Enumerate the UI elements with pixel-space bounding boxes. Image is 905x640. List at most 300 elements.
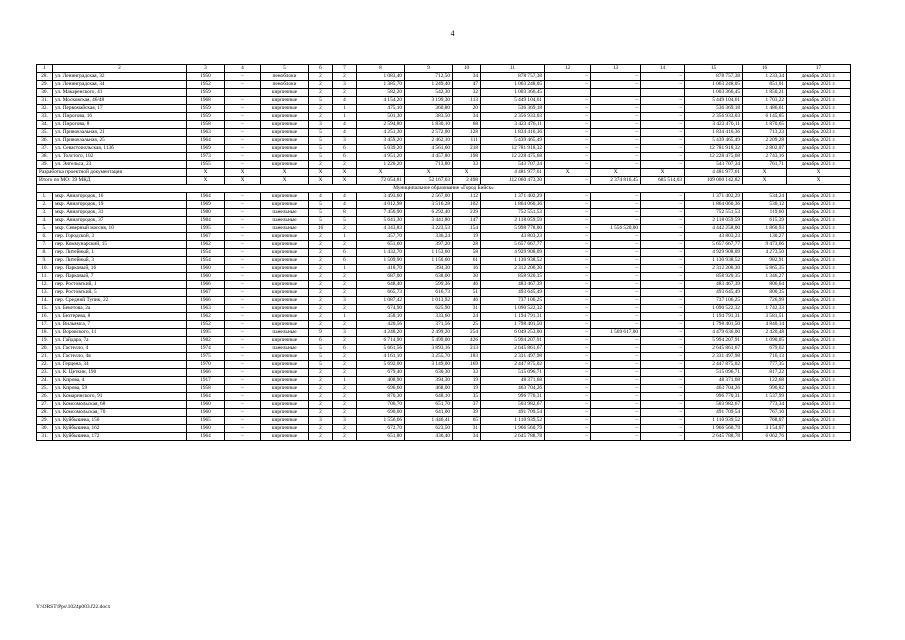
table-cell: – xyxy=(591,73,641,81)
table-row xyxy=(37,81,851,89)
table-cell: кирпичные xyxy=(261,153,309,161)
table-cell: 2 xyxy=(309,377,333,385)
table-cell: 1958 xyxy=(187,385,225,393)
table-cell: – xyxy=(641,329,685,337)
table-cell: – xyxy=(545,385,591,393)
table-row xyxy=(37,273,851,281)
table-cell: 491 709,54 xyxy=(481,409,545,417)
table-cell: 5 xyxy=(309,129,333,137)
table-cell: 2 xyxy=(333,281,357,289)
table-cell: – xyxy=(225,217,261,225)
table-cell: 651,80 xyxy=(357,433,405,441)
table-cell: ул. Привокзальная, 25 xyxy=(53,137,187,145)
table-cell: 3 459,20 xyxy=(357,137,405,145)
table-cell: 2 xyxy=(309,249,333,257)
table-cell: 16 xyxy=(309,225,333,233)
table-cell: 25 xyxy=(453,321,481,329)
table-cell: 51 xyxy=(453,289,481,297)
table-cell: 27. xyxy=(37,401,53,409)
table-cell: 2 567,00 xyxy=(405,193,453,201)
table-cell: – xyxy=(641,393,685,401)
table-cell: 1 xyxy=(333,265,357,273)
table-row xyxy=(37,321,851,329)
table-cell: 436,40 xyxy=(405,433,453,441)
table-cell: 2 xyxy=(333,241,357,249)
table-row xyxy=(37,89,851,97)
table-cell: 16 xyxy=(453,265,481,273)
table-cell: 4 561,60 xyxy=(405,145,453,153)
table-cell: – xyxy=(641,313,685,321)
table-cell: 4 481 977,61 xyxy=(685,169,743,177)
table-cell: кирпичные xyxy=(261,417,309,425)
table-cell: – xyxy=(545,369,591,377)
table-cell: 5. xyxy=(37,225,53,233)
table-cell: 19 xyxy=(453,385,481,393)
table-cell: 503 982,67 xyxy=(481,401,545,409)
table-cell: 2 499,20 xyxy=(405,329,453,337)
table-cell: декабрь 2021 г. xyxy=(787,113,851,121)
table-cell: – xyxy=(641,337,685,345)
table-cell: – xyxy=(641,241,685,249)
table-cell: 6 062,76 xyxy=(743,433,787,441)
table-cell: декабрь 2021 г. xyxy=(787,393,851,401)
table-row xyxy=(37,329,851,337)
table-cell: 3 xyxy=(333,417,357,425)
table-cell: 1960 xyxy=(187,273,225,281)
table-cell: кирпичные xyxy=(261,129,309,137)
table-cell: 34 xyxy=(453,433,481,441)
table-cell: 2 xyxy=(309,73,333,81)
table-cell: – xyxy=(591,137,641,145)
table-cell: 1 090 522,32 xyxy=(481,305,545,313)
file-path-footer: Y:\ORST\Pps\1024p003.f22.docx xyxy=(36,604,111,610)
table-cell: 463 704,26 xyxy=(481,385,545,393)
table-cell: – xyxy=(641,369,685,377)
table-cell: 1995 xyxy=(187,225,225,233)
table-cell: 1 371 402,29 xyxy=(481,193,545,201)
table-cell: – xyxy=(591,209,641,217)
table-cell: декабрь 2021 г. xyxy=(787,257,851,265)
table-cell: 12 228 475,68 xyxy=(685,153,743,161)
table-cell: – xyxy=(545,433,591,441)
table-cell: – xyxy=(641,417,685,425)
table-cell: декабрь 2021 г. xyxy=(787,193,851,201)
table-cell: – xyxy=(545,129,591,137)
table-cell: ул. Комсомольская, 70 xyxy=(53,409,187,417)
table-cell: 2 xyxy=(309,385,333,393)
table-cell: 982,91 xyxy=(743,257,787,265)
table-cell: 1 xyxy=(333,105,357,113)
table-cell: – xyxy=(545,265,591,273)
column-number-row xyxy=(37,65,851,73)
table-row xyxy=(37,145,851,153)
column-number: 13 xyxy=(591,65,641,73)
table-cell xyxy=(545,89,591,97)
table-cell: 113 xyxy=(453,97,481,105)
table-cell: 1 003 366,45 xyxy=(685,89,743,97)
table-cell: декабрь 2021 г. xyxy=(787,401,851,409)
column-number: 9 xyxy=(405,65,453,73)
table-cell: 2 xyxy=(309,113,333,121)
table-cell: – xyxy=(641,425,685,433)
table-cell: – xyxy=(545,345,591,353)
table-row xyxy=(37,313,851,321)
table-cell: X xyxy=(333,177,357,185)
table-cell: ул. Первомайская, 17 xyxy=(53,105,187,113)
table-cell: – xyxy=(641,321,685,329)
table-cell: – xyxy=(545,209,591,217)
table-cell: – xyxy=(225,417,261,425)
table-cell: 990,82 xyxy=(743,385,787,393)
table-cell: 2 xyxy=(333,393,357,401)
table-cell: 130,27 xyxy=(743,233,787,241)
table-cell: 2 118 059,59 xyxy=(685,217,743,225)
table-cell: 128 xyxy=(453,129,481,137)
table-cell: 651,70 xyxy=(405,401,453,409)
table-cell: – xyxy=(591,297,641,305)
table-cell: 1 556 520,00 xyxy=(591,225,641,233)
table-cell: 1974 xyxy=(187,345,225,353)
table-cell: X xyxy=(225,177,261,185)
table-cell: 1 249,40 xyxy=(405,81,453,89)
table-cell: – xyxy=(591,321,641,329)
table-cell: 4 951,20 xyxy=(357,153,405,161)
table-cell: 2 356 933,03 xyxy=(685,113,743,121)
table-cell: декабрь 2021 г. xyxy=(787,369,851,377)
table-cell: – xyxy=(641,297,685,305)
table-cell: 638,00 xyxy=(405,273,453,281)
table-cell: – xyxy=(545,137,591,145)
table-cell: 4 012,98 xyxy=(357,201,405,209)
table-cell: – xyxy=(545,313,591,321)
table-cell: – xyxy=(545,217,591,225)
table-cell: 752 551,53 xyxy=(481,209,545,217)
table-cell: 4 xyxy=(333,97,357,105)
table-cell: – xyxy=(225,289,261,297)
table-cell: X xyxy=(261,169,309,177)
table-cell: – xyxy=(545,177,591,185)
table-cell: 4 xyxy=(333,129,357,137)
table-cell: 2 xyxy=(333,321,357,329)
table-cell: 336,24 xyxy=(405,233,453,241)
table-cell: 2 xyxy=(309,401,333,409)
table-cell: X xyxy=(187,169,225,177)
table-cell: 17. xyxy=(37,321,53,329)
table-cell: 31 xyxy=(453,425,481,433)
table-cell: кирпичные xyxy=(261,297,309,305)
table-cell: 1 150,60 xyxy=(405,257,453,265)
table-cell: 29. xyxy=(37,417,53,425)
table-cell: 2 xyxy=(333,73,357,81)
table-row xyxy=(37,393,851,401)
table-cell: 28 xyxy=(453,241,481,249)
table-cell: кирпичные xyxy=(261,257,309,265)
table-row xyxy=(37,353,851,361)
table-cell: 4 479 636,00 xyxy=(685,329,743,337)
table-cell: 394,30 xyxy=(405,377,453,385)
table-cell: 2 xyxy=(309,265,333,273)
table-cell: – xyxy=(545,193,591,201)
table-cell: 32. xyxy=(37,105,53,113)
table-cell: 1 798 401,50 xyxy=(481,321,545,329)
table-cell: – xyxy=(545,337,591,345)
table-cell: декабрь 2021 г. xyxy=(787,425,851,433)
table-cell: ул. Гастелло, 4 xyxy=(53,345,187,353)
table-cell: 20 xyxy=(453,105,481,113)
table-cell: – xyxy=(225,161,261,169)
table-cell: 2 374 816,45 xyxy=(591,177,641,185)
table-cell: декабрь 2021 г. xyxy=(787,313,851,321)
table-cell: 18. xyxy=(37,329,53,337)
table-cell: 5 449 104,61 xyxy=(481,97,545,105)
table-cell: 530,12 xyxy=(743,201,787,209)
table-cell: – xyxy=(591,249,641,257)
table-cell: – xyxy=(591,265,641,273)
table-cell: – xyxy=(641,433,685,441)
table-cell: – xyxy=(225,257,261,265)
table-cell: 34. xyxy=(37,121,53,129)
table-cell: декабрь 2021 г. xyxy=(787,297,851,305)
table-cell: 2 743,16 xyxy=(743,153,787,161)
table-cell: 19 xyxy=(453,377,481,385)
table-cell: – xyxy=(225,281,261,289)
table-cell: 29. xyxy=(37,81,53,89)
table-cell: 1 153,60 xyxy=(405,249,453,257)
table-cell: – xyxy=(225,249,261,257)
table-cell: 31. xyxy=(37,97,53,105)
table-cell: – xyxy=(545,145,591,153)
table-cell: – xyxy=(591,233,641,241)
table-cell: 3 255,70 xyxy=(405,353,453,361)
table-cell: пер. Литейный, 1 xyxy=(53,249,187,257)
table-cell: 623,50 xyxy=(405,425,453,433)
table-cell: – xyxy=(641,273,685,281)
table-cell: 2 xyxy=(333,369,357,377)
table-cell: ул. Вильямса, 7 xyxy=(53,321,187,329)
table-cell: X xyxy=(261,177,309,185)
table-cell: 5 xyxy=(309,353,333,361)
table-cell: X xyxy=(743,169,787,177)
table-cell: – xyxy=(225,345,261,353)
table-cell: 2 594,80 xyxy=(357,121,405,129)
table-cell: 43 803,23 xyxy=(685,233,743,241)
table-cell: X xyxy=(309,177,333,185)
table-cell: 737 106,25 xyxy=(685,297,743,305)
table-cell: – xyxy=(545,201,591,209)
column-number: 1 xyxy=(37,65,53,73)
table-cell: кирпичные xyxy=(261,281,309,289)
table-cell: 1 130 938,52 xyxy=(481,257,545,265)
table-cell: ул. Герцена, 34 xyxy=(53,361,187,369)
table-cell: 34 xyxy=(453,113,481,121)
table-cell: декабрь 2021 г. xyxy=(787,233,851,241)
table-cell: 2 312 200,30 xyxy=(685,265,743,273)
table-cell: – xyxy=(641,401,685,409)
table-cell: – xyxy=(641,377,685,385)
table-cell: 2 xyxy=(333,401,357,409)
table-cell: 858 920,35 xyxy=(481,273,545,281)
table-cell: 1 703,22 xyxy=(743,97,787,105)
table-row xyxy=(37,409,851,417)
table-cell: – xyxy=(225,409,261,417)
table-row xyxy=(37,297,851,305)
table-cell: декабрь 2021 г. xyxy=(787,249,851,257)
table-cell: 48 371,68 xyxy=(685,377,743,385)
table-cell: пеноблоки xyxy=(261,81,309,89)
table-cell: ул. Кирова, 4 xyxy=(53,377,187,385)
table-cell: 1 860,93 xyxy=(743,225,787,233)
table-cell: 6 xyxy=(333,257,357,265)
table-cell: декабрь 2021 г. xyxy=(787,89,851,97)
table-cell: 1 569 617,00 xyxy=(591,329,641,337)
table-cell xyxy=(225,89,261,97)
table-cell: 6 714,90 xyxy=(357,337,405,345)
table-cell: – xyxy=(225,353,261,361)
table-cell: 515 096,71 xyxy=(481,369,545,377)
table-cell: – xyxy=(641,153,685,161)
table-cell: 37. xyxy=(37,145,53,153)
table-cell: 360,80 xyxy=(405,105,453,113)
table-cell: мкр. Авиагородок, 37 xyxy=(53,217,187,225)
table-row xyxy=(37,209,851,217)
table-cell: 1962 xyxy=(187,313,225,321)
table-cell: 4 929 908,09 xyxy=(481,249,545,257)
table-cell: 685 514,03 xyxy=(641,177,685,185)
table-cell: декабрь 2021 г. xyxy=(787,161,851,169)
column-number: 4 xyxy=(225,65,261,73)
table-cell: 418,70 xyxy=(357,265,405,273)
table-cell: 24. xyxy=(37,377,53,385)
table-cell: 2 xyxy=(309,393,333,401)
table-cell: 1 xyxy=(333,233,357,241)
table-cell: – xyxy=(545,241,591,249)
table-cell: X xyxy=(787,177,851,185)
table-cell: 25. xyxy=(37,385,53,393)
table-cell: 2 xyxy=(309,81,333,89)
table-cell: декабрь 2021 г. xyxy=(787,417,851,425)
table-cell: 2 447 875,02 xyxy=(685,361,743,369)
table-cell: – xyxy=(545,281,591,289)
table-cell: 752 551,53 xyxy=(685,209,743,217)
table-cell: пер. Парковый, 16 xyxy=(53,265,187,273)
table-cell: ул. Макаренского, 41 xyxy=(53,89,187,97)
table-cell: 154 xyxy=(453,225,481,233)
table-cell: 2 xyxy=(333,289,357,297)
table-cell: – xyxy=(225,361,261,369)
table-cell: 534,24 xyxy=(743,193,787,201)
table-cell: – xyxy=(591,129,641,137)
table-cell: ул. Бехтерева, 8 xyxy=(53,313,187,321)
column-number: 6 xyxy=(309,65,333,73)
column-number: 16 xyxy=(743,65,787,73)
table-cell: ул. Ленинградская, 34 xyxy=(53,81,187,89)
table-cell: 357,70 xyxy=(357,233,405,241)
table-cell: декабрь 2021 г. xyxy=(787,265,851,273)
table-cell: 5 657 667,77 xyxy=(685,241,743,249)
table-cell: – xyxy=(545,409,591,417)
table-cell: 1 003 366,45 xyxy=(481,89,545,97)
table-cell: 111 xyxy=(453,137,481,145)
table-cell: 2 xyxy=(333,225,357,233)
table-cell: 109 000 142,82 xyxy=(685,177,743,185)
table-cell: 2. xyxy=(37,201,53,209)
table-cell: – xyxy=(641,345,685,353)
table-cell: 4 xyxy=(333,193,357,201)
table-cell: 112 xyxy=(453,193,481,201)
table-cell: 878 757,38 xyxy=(481,73,545,81)
table-cell: ул. Куйбышева, 172 xyxy=(53,433,187,441)
table-cell: 3 xyxy=(309,417,333,425)
table-cell: X xyxy=(225,169,261,177)
table-cell: 6 xyxy=(333,249,357,257)
table-row xyxy=(37,129,851,137)
table-cell: 4 481 977,61 xyxy=(481,169,545,177)
table-cell: – xyxy=(641,225,685,233)
table-cell: декабрь 2021 г. xyxy=(787,105,851,113)
table-cell: – xyxy=(591,377,641,385)
table-cell: ул. Гайдара, 7а xyxy=(53,337,187,345)
table-row xyxy=(37,201,851,209)
column-number: 17 xyxy=(787,65,851,73)
table-cell: – xyxy=(225,201,261,209)
table-cell: – xyxy=(591,417,641,425)
table-cell: – xyxy=(641,289,685,297)
table-cell: 5 994 207,91 xyxy=(685,337,743,345)
table-cell: 4. xyxy=(37,217,53,225)
table-cell: 8. xyxy=(37,249,53,257)
table-cell: – xyxy=(641,81,685,89)
table-row xyxy=(37,361,851,369)
table-cell: 30. xyxy=(37,89,53,97)
table-row xyxy=(37,241,851,249)
table-cell: ул. Энгельса, 23 xyxy=(53,161,187,169)
table-cell: пеноблоки xyxy=(261,73,309,81)
table-cell: – xyxy=(225,425,261,433)
table-cell: 543 707,34 xyxy=(685,161,743,169)
column-number: 10 xyxy=(453,65,481,73)
table-cell: 501,30 xyxy=(357,113,405,121)
table-cell: 239 xyxy=(453,209,481,217)
table-cell: ул. К. Цеткин, 190 xyxy=(53,369,187,377)
table-cell: 996 770,31 xyxy=(685,393,743,401)
table-cell: декабрь 2021 г. xyxy=(787,409,851,417)
table-cell: 7 450,90 xyxy=(357,209,405,217)
table-cell: 4 251,30 xyxy=(357,129,405,137)
table-cell: 1960 xyxy=(187,425,225,433)
table-cell: 2 xyxy=(309,425,333,433)
table-cell: 24 xyxy=(453,313,481,321)
column-number: 11 xyxy=(481,65,545,73)
table-cell: 4 929 908,09 xyxy=(685,249,743,257)
table-cell: 674,90 xyxy=(357,305,405,313)
table-cell: 33 xyxy=(453,369,481,377)
table-cell: 2 xyxy=(309,313,333,321)
table-row xyxy=(37,249,851,257)
table-cell: ул. Московская, 46/48 xyxy=(53,97,187,105)
table-cell: декабрь 2021 г. xyxy=(787,241,851,249)
table-cell: 61 xyxy=(453,257,481,265)
table-cell: 2 xyxy=(309,241,333,249)
table-cell: – xyxy=(225,81,261,89)
table-cell: 1952 xyxy=(187,321,225,329)
table-row xyxy=(37,97,851,105)
table-cell: 20. xyxy=(37,345,53,353)
table-cell: декабрь 2023 г. xyxy=(787,129,851,137)
table-row xyxy=(37,225,851,233)
table-cell: 483 467,39 xyxy=(481,281,545,289)
table-cell: 1960 xyxy=(187,401,225,409)
table-cell: 5 641,30 xyxy=(357,217,405,225)
